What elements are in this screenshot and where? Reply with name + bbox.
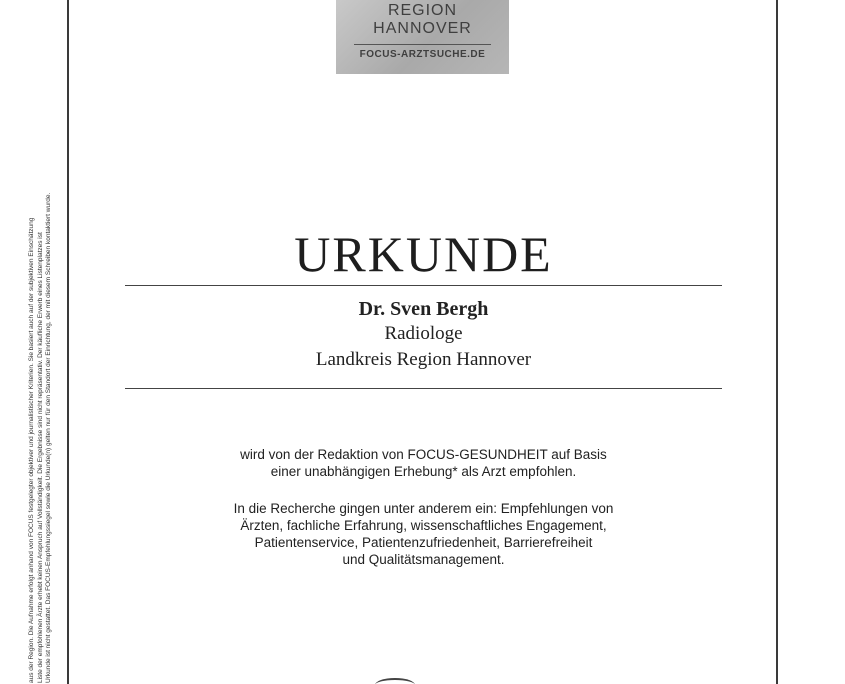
paragraph-line: einer unabhängigen Erhebung* als Arzt empfohlen. <box>270 464 577 479</box>
region-badge <box>336 0 509 74</box>
doctor-region: Landkreis Region Hannover <box>315 349 532 370</box>
certificate-title: URKUNDE <box>294 226 553 282</box>
badge-site-label: FOCUS-ARZTSUCHE.DE <box>359 49 486 60</box>
title-divider <box>125 285 722 286</box>
name-divider <box>125 388 722 389</box>
criteria-paragraph <box>125 500 722 568</box>
badge-divider <box>354 44 491 45</box>
sidenote-line: Liste der empfohlenen Ärzte erhebt keinen Anspruch auf Vollständigkeit. Die Ergebnisse sind nicht repräsentativ. Der käufliche Erwerb eines Listenplatzes ist <box>36 232 44 683</box>
badge-region-label: REGION <box>387 2 458 19</box>
paragraph-line: Ärzten, fachliche Erfahrung, wissenschaftliches Engagement, <box>240 518 607 533</box>
paragraph-line: wird von der Redaktion von FOCUS-GESUNDHEIT auf Basis <box>240 447 607 462</box>
doctor-name: Dr. Sven Bergh <box>358 298 489 320</box>
right-frame-border <box>776 0 778 684</box>
paragraph-line: Patientenservice, Patientenzufriedenheit, Barrierefreiheit <box>254 535 593 550</box>
doctor-specialty: Radiologe <box>384 323 463 344</box>
signature-mark <box>375 678 465 684</box>
paragraph-line: und Qualitätsmanagement. <box>342 552 505 567</box>
left-frame-border <box>67 0 69 684</box>
recommendation-paragraph <box>125 446 722 480</box>
sidenote-line: Urkunde ist nicht gestattet. Das FOCUS-Empfehlungssiegel sowie die Urkunde(n) gelten nur für den Standort der Einrichtung, der mit diesem Schreiben kontaktiert wurde. <box>45 192 52 683</box>
badge-city-label: HANNOVER <box>373 20 472 37</box>
sidenote-line: aus der Region. Die Aufnahme erfolgt anhand von FOCUS festgelegter objektiver und journalistischer Kriterien. Sie basiert auch auf der subjektiven Einschätzung <box>28 217 35 683</box>
paragraph-line: In die Recherche gingen unter anderem ein: Empfehlungen von <box>233 501 614 516</box>
legal-sidenote <box>28 83 54 683</box>
